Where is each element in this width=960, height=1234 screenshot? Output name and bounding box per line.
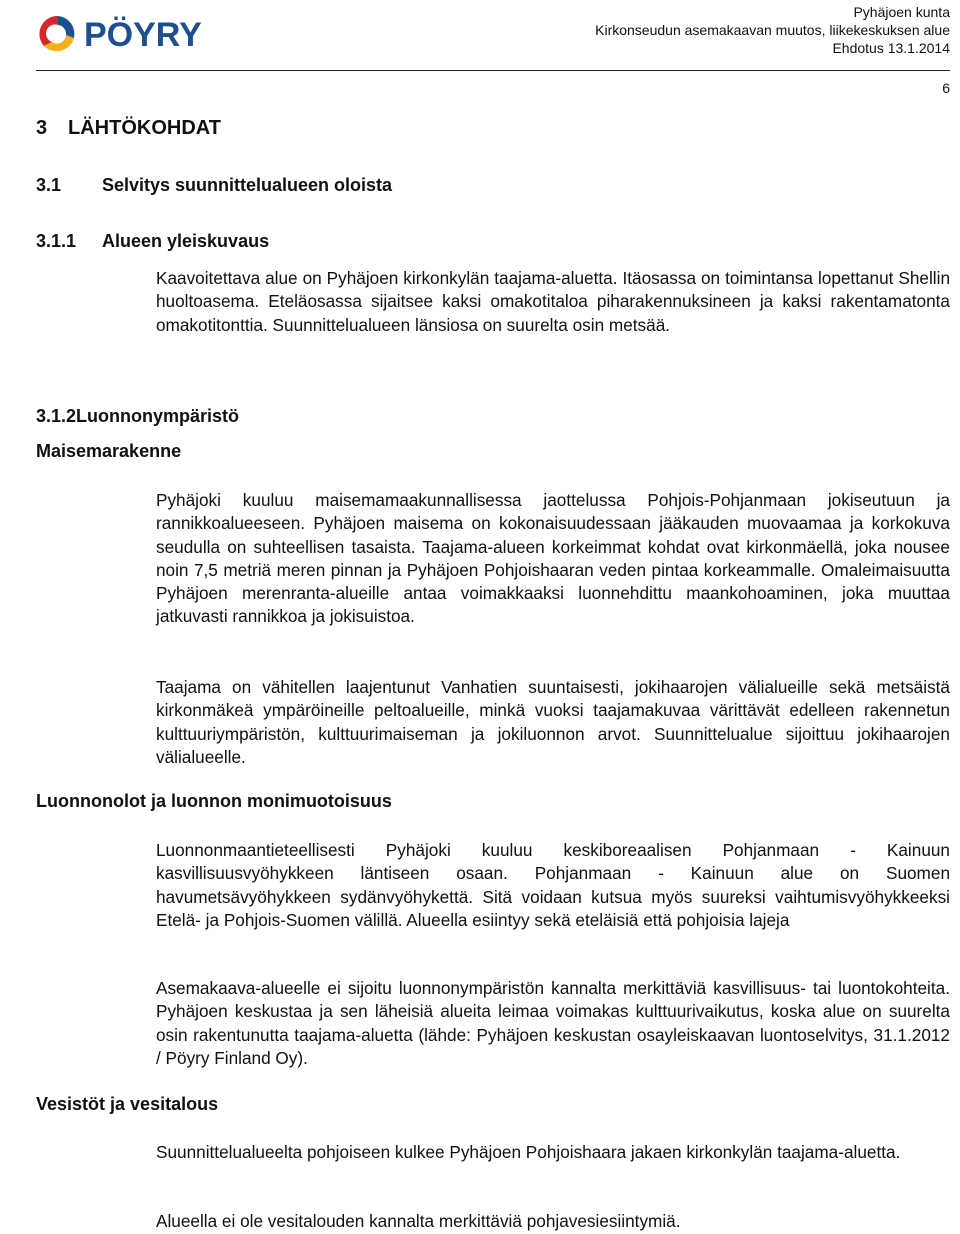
document-header — [595, 3, 950, 57]
heading-section-3-1-2: 3.1.2Luonnonympäristö — [36, 406, 240, 426]
heading-section-3: 3 LÄHTÖKOHDAT — [36, 117, 221, 139]
poyry-logo — [36, 0, 246, 68]
paragraph-yleiskuvaus: Kaavoitettava alue on Pyhäjoen kirkonkylän taajama-aluetta. Itäosassa on toimintansa lopettanut Shellin huoltoasema. Eteläosassa sijaitsee kaksi omakotitaloa piharakennuksineen ja kaksi rakentamatonta omakotitonttia. Suunnittelualueen länsiosa on suurelta osin metsää. — [156, 268, 950, 335]
subheading-vesistot: Vesistöt ja vesitalous — [36, 1094, 219, 1114]
project-name: Kirkonseudun asemakaavan muutos, liikekeskuksen alue — [595, 22, 950, 38]
logo-wordmark: PÖYRY — [84, 16, 202, 54]
paragraph-luonto-1: Luonnonmaantieteellisesti Pyhäjoki kuuluu keskiboreaalisen Pohjanmaan - Kainuun kasvillisuusvyöhykkeen läntiseen osaan. Pohjanmaan - Kainuun alue on Suomen havumetsävyöhykkeen sydänvyöhykettä. Sitä voidaan kutsua myös suureksi vaihtumisvyöhykkeeksi Etelä- ja Pohjois-Suomen välillä. Alueella esiintyy sekä eteläisiä että pohjoisia lajeja — [156, 840, 950, 930]
header-divider — [36, 70, 950, 71]
paragraph-vesi-1: Suunnittelualueelta pohjoiseen kulkee Pyhäjoen Pohjoishaara jakaen kirkonkylän taajama-aluetta. — [156, 1142, 901, 1162]
heading-section-3-1-1: 3.1.1 Alueen yleiskuvaus — [36, 231, 270, 251]
client-name: Pyhäjoen kunta — [853, 4, 950, 20]
subheading-maisemarakenne: Maisemarakenne — [36, 441, 182, 461]
paragraph-maisema-2: Taajama on vähitellen laajentunut Vanhatien suuntaisesti, jokihaarojen välialueille sekä metsäistä kirkonmäkeä ympäröineille peltoalueille, minkä vuoksi taajamakuvaa värittävät edelleen rakennetun kulttuuriympäristön, kulttuurimaiseman ja jokiluonnon arvot. Suunnittelualue sijoittuu jokihaarojen välialueelle. — [156, 677, 950, 767]
paragraph-maisema-1: Pyhäjoki kuuluu maisemamaakunnallisessa jaottelussa Pohjois-Pohjanmaan jokiseutuun ja rannikkoalueeseen. Pyhäjoen maisema on kokonaisuudessaan jääkauden muovaamaa ja korkokuva seudulla on suhteellisen tasaista. Taajama-alueen korkeimmat kohdat ovat kirkonmäellä, joka nousee noin 7,5 metriä meren pinnan ja Pyhäjoen Pohjoishaaran veden pintaa korkeammalle. Omaleimaisuutta Pyhäjoen merenranta-alueille antaa voimakkaaksi luonnehdittu maankohoaminen, joka muuttaa jatkuvasti rannikkoa ja jokisuistoa. — [156, 490, 950, 627]
paragraph-luonto-2: Asemakaava-alueelle ei sijoitu luonnonympäristön kannalta merkittäviä kasvillisuus- tai luontokohteita. Pyhäjoen keskustaa ja sen läheisiä alueita leimaa voimakas kulttuurivaikutus, koska alue on suurelta osin rakentunutta taajama-aluetta (lähde: Pyhäjoen keskustan osayleiskaavan luontoselvitys, 31.1.2012 / Pöyry Finland Oy). — [156, 978, 950, 1068]
paragraph-vesi-2: Alueella ei ole vesitalouden kannalta merkittäviä pohjavesiesiintymiä. — [156, 1211, 681, 1231]
document-version: Ehdotus 13.1.2014 — [832, 40, 950, 56]
poyry-logo-mark — [36, 0, 246, 68]
page-number: 6 — [942, 80, 950, 96]
subheading-luonnonolot: Luonnonolot ja luonnon monimuotoisuus — [36, 791, 392, 811]
heading-section-3-1: 3.1 Selvitys suunnittelualueen oloista — [36, 175, 393, 195]
